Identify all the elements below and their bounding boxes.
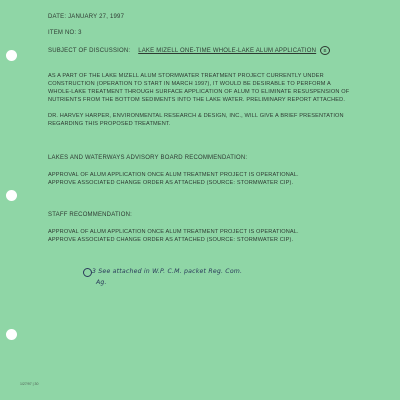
footer-code: 1/27/97 | 30 [20,382,39,386]
para2-line2: REGARDING THIS PROPOSED TREATMENT. [48,121,171,127]
date-line: DATE: JANUARY 27, 1997 [48,14,125,20]
subject-row [48,46,330,55]
handwritten-circle [83,268,92,277]
staff-line1: APPROVAL OF ALUM APPLICATION ONCE ALUM TREATMENT PROJECT IS OPERATIONAL. [48,229,299,235]
punch-hole-top [6,50,17,61]
subject-label: SUBJECT OF DISCUSSION: [48,48,131,55]
handwritten-note-line2: Ag. [96,279,107,286]
subject-title: LAKE MIZELL ONE-TIME WHOLE-LAKE ALUM APPLICATION [138,48,317,55]
item-number: ITEM NO: 3 [48,30,82,36]
punch-hole-middle [6,190,17,201]
advisory-heading: LAKES AND WATERWAYS ADVISORY BOARD RECOMMENDATION: [48,155,248,161]
advisory-line2: APPROVE ASSOCIATED CHANGE ORDER AS ATTACHED (SOURCE: STORMWATER CIP). [48,180,294,186]
para1-line1: AS A PART OF THE LAKE MIZELL ALUM STORMWATER TREATMENT PROJECT CURRENTLY UNDER [48,73,324,79]
handwritten-note-line1: 3 See attached in W.P. C.M. packet Reg. Com. [92,268,243,275]
para1-line4: NUTRIENTS FROM THE BOTTOM SEDIMENTS INTO THE LAKE WATER. PRELIMINARY REPORT ATTACHED. [48,97,346,103]
para1-line3: WHOLE-LAKE TREATMENT THROUGH SURFACE APPLICATION OF ALUM TO ELIMINATE RESUSPENSION OF [48,89,350,95]
subject-badge: B [320,46,330,55]
para2-line1: DR. HARVEY HARPER, ENVIRONMENTAL RESEARCH & DESIGN, INC., WILL GIVE A BRIEF PRESENTATION [48,113,344,119]
punch-hole-bottom [6,329,17,340]
staff-heading: STAFF RECOMMENDATION: [48,212,132,218]
advisory-line1: APPROVAL OF ALUM APPLICATION ONCE ALUM TREATMENT PROJECT IS OPERATIONAL. [48,172,299,178]
para1-line2: CONSTRUCTION (OPERATION TO START IN MARCH 1997), IT WOULD BE DESIRABLE TO PERFORM A [48,81,331,87]
staff-line2: APPROVE ASSOCIATED CHANGE ORDER AS ATTACHED (SOURCE: STORMWATER CIP). [48,237,294,243]
